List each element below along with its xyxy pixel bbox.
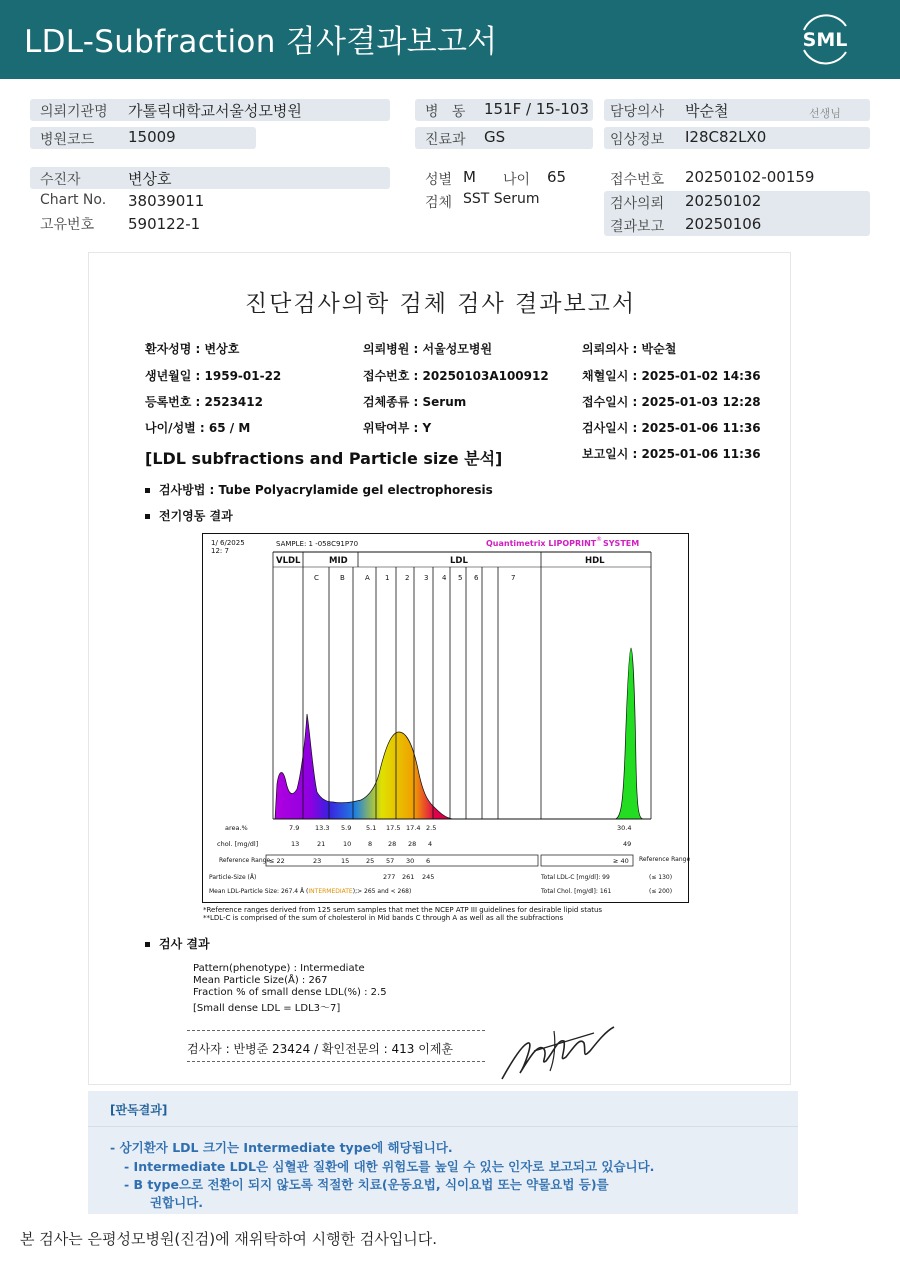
req-org-label: 의뢰기관명: [40, 104, 108, 120]
age-value: 65: [547, 168, 567, 186]
ps-cell-0: 277: [383, 873, 396, 881]
band-2: 2: [405, 574, 410, 582]
ldl-trace: [275, 714, 453, 819]
interpretation-line-1: - 상기환자 LDL 크기는 Intermediate type에 해당됩니다.: [110, 1140, 453, 1155]
interpretation-divider: [88, 1126, 798, 1127]
band-a: A: [365, 574, 370, 582]
specimen-value: SST Serum: [463, 191, 540, 207]
report-paper: [88, 252, 791, 1085]
ref-hdl: ≥ 40: [613, 857, 629, 865]
ref-cell-3: 25: [366, 857, 375, 865]
ref-cell-2: 15: [341, 857, 350, 865]
band-b: B: [340, 574, 345, 582]
chol-cell-1: 21: [317, 840, 326, 848]
hosp-code-label: 병원코드: [40, 132, 95, 148]
ref-cell-0: ≤ 22: [269, 857, 285, 865]
field-report-time: 보고일시 : 2025-01-06 11:36: [582, 447, 761, 461]
ps-row: [383, 873, 434, 881]
area-cell-2: 5.9: [341, 824, 352, 832]
band-3: 3: [424, 574, 429, 582]
total-chol-ref: (≤ 200): [649, 888, 673, 895]
field-collect-time: 채혈일시 : 2025-01-02 14:36: [582, 369, 761, 383]
interpretation-line-4: 권합니다.: [150, 1195, 204, 1210]
field-specimen-type: 검체종류 : Serum: [363, 395, 467, 409]
receipt-label: 접수번호: [610, 172, 665, 188]
chol-cell-0: 13: [291, 840, 300, 848]
dept-label: 진료과: [425, 132, 466, 148]
area-cell-5: 17.4: [406, 824, 421, 832]
footer-note: 본 검사는 은평성모병원(진검)에 재위탁하여 시행한 검사입니다.: [20, 1230, 438, 1248]
band-5: 5: [458, 574, 463, 582]
electro-line: 전기영동 결과: [145, 507, 233, 524]
ward-label: 병 동: [425, 104, 466, 120]
row-ref-label: Reference Range: [219, 857, 271, 864]
result-mean-size: Mean Particle Size(Å) : 267: [193, 975, 328, 986]
field-receipt-time: 접수일시 : 2025-01-03 12:28: [582, 395, 761, 409]
doctor-suffix: 선생님: [809, 107, 841, 120]
band-c: C: [314, 574, 319, 582]
ref-cell-5: 30: [406, 857, 415, 865]
result-pattern: Pattern(phenotype) : Intermediate: [193, 963, 365, 974]
sex-label: 성별: [425, 172, 453, 188]
sign-line: 검사자 : 반병준 23424 / 확인전문의 : 413 이제훈: [187, 1042, 454, 1056]
section-title: [LDL subfractions and Particle size 분석]: [145, 449, 503, 468]
area-cell-6: 2.5: [426, 824, 437, 832]
area-cell-1: 13.3: [315, 824, 330, 832]
chart-brand-suffix: SYSTEM: [603, 539, 640, 548]
result-definition: [Small dense LDL = LDL3～7]: [193, 1003, 341, 1014]
group-vldl: VLDL: [276, 556, 301, 566]
hdl-trace: [615, 648, 643, 819]
chart-time: 12: 7: [211, 547, 229, 555]
ref-cell-6: 6: [426, 857, 431, 865]
age-label: 나이: [503, 172, 531, 188]
dept-value: GS: [484, 128, 506, 146]
total-chol: Total Chol. [mg/dl]: 161: [541, 888, 612, 895]
field-birth: 생년월일 : 1959-01-22: [145, 369, 282, 383]
area-cell-0: 7.9: [289, 824, 300, 832]
ref-cell-1: 23: [313, 857, 322, 865]
doctor-value: 박순철: [685, 102, 729, 120]
ward-value: 151F / 15-103: [484, 100, 589, 118]
sex-value: M: [463, 168, 476, 186]
ps-cell-1: 261: [402, 873, 415, 881]
exam-req-label: 검사의뢰: [610, 196, 665, 212]
exam-req-value: 20250102: [685, 192, 762, 210]
band-dividers: [273, 552, 651, 819]
band-1: 1: [385, 574, 390, 582]
field-reg-no: 등록번호 : 2523412: [145, 395, 263, 409]
chart-brand: Quantimetrix LIPOPRINT: [486, 539, 597, 548]
results-heading: 검사 결과: [145, 935, 210, 952]
result-date-value: 20250106: [685, 215, 762, 233]
note-2: **LDL-C is comprised of the sum of cholesterol in Mid bands C through A as well as all the subfractions: [203, 914, 564, 922]
field-exam-time: 검사일시 : 2025-01-06 11:36: [582, 421, 761, 435]
band-7: 7: [511, 574, 516, 582]
chart-no-value: 38039011: [128, 192, 205, 210]
group-ldl: LDL: [450, 556, 468, 566]
hosp-code-value: 15009: [128, 128, 176, 146]
field-age-sex: 나이/성별 : 65 / M: [145, 421, 251, 435]
paper-title: 진단검사의학 검체 검사 결과보고서: [244, 291, 637, 317]
chart-brand-reg: ®: [596, 536, 602, 543]
chol-row: [291, 840, 432, 848]
interpretation-line-2: - Intermediate LDL은 심혈관 질환에 대한 위험도를 높일 수 있는 인자로 보고되고 있습니다.: [124, 1159, 655, 1174]
signature-image: [494, 1021, 619, 1083]
chol-cell-5: 28: [408, 840, 417, 848]
field-req-hospital: 의뢰병원 : 서울성모병원: [363, 342, 493, 356]
chol-cell-4: 28: [388, 840, 397, 848]
report-header: [0, 0, 900, 79]
patient-value: 변상호: [128, 170, 172, 188]
ref-row: [269, 857, 430, 865]
ref-cell-4: 57: [386, 857, 395, 865]
total-ldl: Total LDL-C [mg/dl]: 99: [541, 874, 610, 881]
group-mid: MID: [329, 556, 348, 566]
row-chol-label: chol. [mg/dl]: [217, 840, 259, 848]
sml-logo: SML: [796, 12, 854, 66]
interpretation-box: [88, 1091, 798, 1214]
method-line: 검사방법 : Tube Polyacrylamide gel electrophoresis: [145, 481, 493, 498]
lipoprint-chart: [202, 533, 689, 903]
report-title: LDL-Subfraction 검사결과보고서: [24, 24, 498, 60]
interpretation-heading: [판독결과]: [110, 1103, 168, 1117]
field-receipt-no: 접수번호 : 20250103A100912: [363, 369, 549, 383]
uid-value: 590122-1: [128, 215, 201, 233]
area-cell-4: 17.5: [386, 824, 401, 832]
pill-patient: [30, 167, 390, 189]
clinical-value: I28C82LX0: [685, 128, 767, 146]
row-ps-label: Particle-Size (Å): [209, 874, 257, 881]
specimen-label: 검체: [425, 195, 453, 211]
field-req-doctor: 의뢰의사 : 박순철: [582, 342, 677, 356]
receipt-value: 20250102-00159: [685, 168, 815, 186]
clinical-label: 임상정보: [610, 132, 665, 148]
chol-cell-6: 4: [428, 840, 433, 848]
field-outsourced: 위탁여부 : Y: [363, 421, 432, 435]
ps-cell-2: 245: [422, 873, 435, 881]
ref-box: [266, 855, 538, 866]
sign-rule-top: [187, 1030, 485, 1031]
band-6: 6: [474, 574, 479, 582]
group-hdl: HDL: [585, 556, 605, 566]
mean-size: Mean LDL-Particle Size: 267.4 Å (INTERMEDIATE);> 265 and < 268): [209, 888, 412, 895]
field-patient-name: 환자성명 : 변상호: [145, 342, 240, 356]
chart-no-label: Chart No.: [40, 192, 107, 208]
result-small-dense: Fraction % of small dense LDL(%) : 2.5: [193, 987, 387, 998]
sign-rule-bottom: [187, 1061, 485, 1062]
chart-svg: [203, 534, 690, 904]
area-cell-3: 5.1: [366, 824, 377, 832]
ref-right-label: Reference Range: [639, 856, 690, 863]
area-hdl: 30.4: [617, 824, 632, 832]
chol-hdl: 49: [623, 840, 632, 848]
area-row: [289, 824, 436, 832]
total-ldl-ref: (≤ 130): [649, 874, 673, 881]
chol-cell-3: 8: [368, 840, 373, 848]
patient-label: 수진자: [40, 172, 81, 188]
result-date-label: 결과보고: [610, 219, 665, 235]
row-area-label: area.%: [225, 824, 248, 832]
note-1: *Reference ranges derived from 125 serum samples that met the NCEP ATP III guidelines for desirable lipid status: [203, 906, 603, 914]
uid-label: 고유번호: [40, 217, 95, 233]
chart-sample: SAMPLE: 1 -058C91P70: [276, 540, 359, 548]
doctor-label: 담당의사: [610, 104, 665, 120]
req-org-value: 가톨릭대학교서울성모병원: [128, 102, 302, 120]
chart-date: 1/ 6/2025: [211, 539, 245, 547]
interpretation-line-3: - B type으로 전환이 되지 않도록 적절한 치료(운동요법, 식이요법 또는 약물요법 등)를: [124, 1177, 609, 1192]
chol-cell-2: 10: [343, 840, 352, 848]
band-4: 4: [442, 574, 447, 582]
